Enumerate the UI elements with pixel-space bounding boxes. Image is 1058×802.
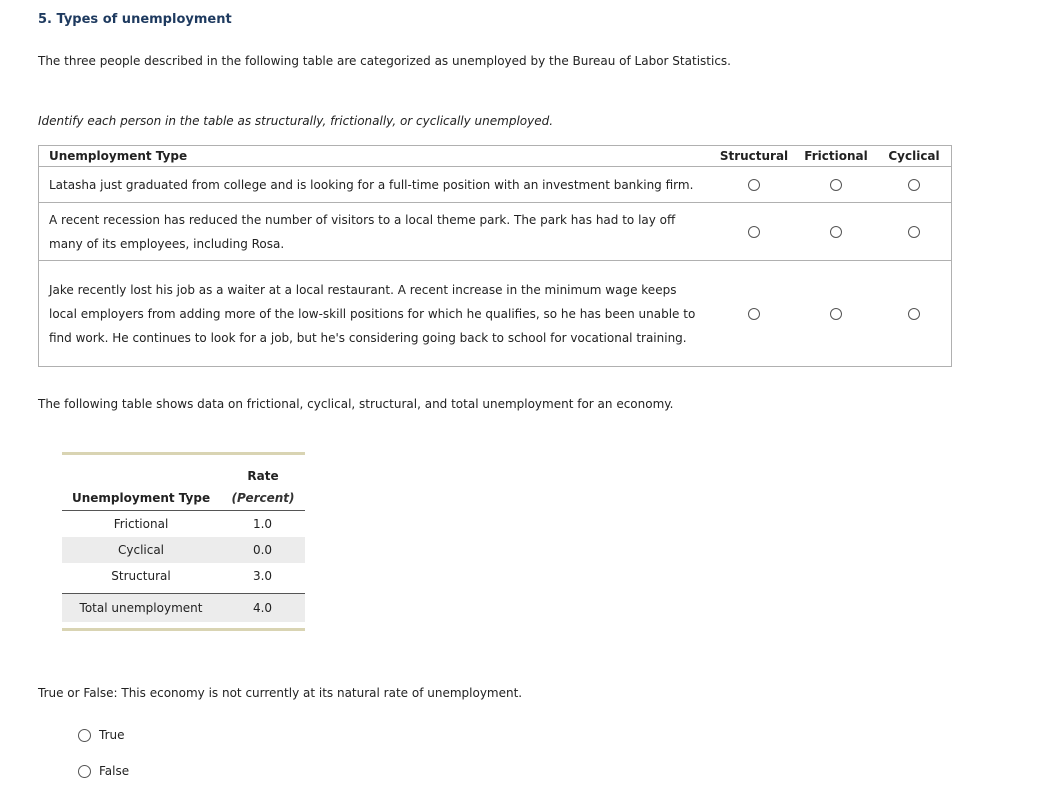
table-row: [62, 537, 305, 563]
frictional-header: Frictional: [795, 146, 877, 167]
table-row: [39, 167, 952, 203]
table-row: [39, 261, 952, 367]
question-title: 5. Types of unemployment: [38, 12, 232, 27]
rosa-frictional-radio[interactable]: [830, 226, 842, 238]
false-radio[interactable]: [78, 765, 91, 778]
structural-header: Structural: [713, 146, 795, 167]
cyclical-rate: 0.0: [252, 543, 273, 557]
cyclical-header: Cyclical: [877, 146, 952, 167]
row-description-jake: Jake recently lost his job as a waiter at a local restaurant. A recent increase in the minimum wage keeps local employers from adding more of the low-skill positions for which he qualifies, so he has been unable to find work. He continues to look for a job, but he's considering going back to school for vocational training.: [39, 261, 714, 367]
jake-cyclical-radio[interactable]: [908, 308, 920, 320]
latasha-cyclical-radio[interactable]: [908, 179, 920, 191]
rate-table-header: [62, 455, 305, 511]
total-row: [62, 593, 305, 622]
true-label: True: [99, 728, 125, 742]
table-row: [39, 203, 952, 261]
true-option[interactable]: [78, 728, 125, 742]
rosa-cyclical-radio[interactable]: [908, 226, 920, 238]
rate-table-unit-header: (Percent): [231, 491, 295, 505]
unemployment-type-header: Unemployment Type: [39, 146, 714, 167]
structural-label: Structural: [111, 569, 171, 583]
total-label: Total unemployment: [79, 601, 203, 615]
classification-header-row: [39, 146, 952, 167]
false-option[interactable]: [78, 764, 129, 778]
row-description-latasha: Latasha just graduated from college and is looking for a full-time position with an investment banking firm.: [39, 167, 714, 203]
latasha-structural-radio[interactable]: [748, 179, 760, 191]
intro-text: The three people described in the following table are categorized as unemployed by the Bureau of Labor Statistics.: [38, 54, 731, 68]
jake-frictional-radio[interactable]: [830, 308, 842, 320]
true-false-question: True or False: This economy is not currently at its natural rate of unemployment.: [38, 686, 523, 700]
rate-table: [62, 452, 305, 631]
classification-table: [38, 145, 952, 367]
row-description-rosa: A recent recession has reduced the number of visitors to a local theme park. The park has had to lay off many of its employees, including Rosa.: [39, 203, 714, 261]
cyclical-label: Cyclical: [117, 543, 165, 557]
rate-table-type-header: Unemployment Type: [72, 491, 211, 505]
rate-table-rate-header: Rate: [247, 469, 279, 483]
rosa-structural-radio[interactable]: [748, 226, 760, 238]
structural-rate: 3.0: [252, 569, 273, 583]
total-rate: 4.0: [252, 601, 273, 615]
table-row: [62, 563, 305, 589]
jake-structural-radio[interactable]: [748, 308, 760, 320]
data-intro-text: The following table shows data on frictional, cyclical, structural, and total unemployment for an economy.: [38, 397, 674, 411]
latasha-frictional-radio[interactable]: [830, 179, 842, 191]
true-radio[interactable]: [78, 729, 91, 742]
table-row: [62, 511, 305, 537]
instruction-text: Identify each person in the table as structurally, frictionally, or cyclically unemployed.: [38, 114, 554, 128]
table-bottom-rule: [62, 628, 305, 631]
frictional-label: Frictional: [113, 517, 169, 531]
frictional-rate: 1.0: [252, 517, 273, 531]
false-label: False: [99, 764, 130, 778]
